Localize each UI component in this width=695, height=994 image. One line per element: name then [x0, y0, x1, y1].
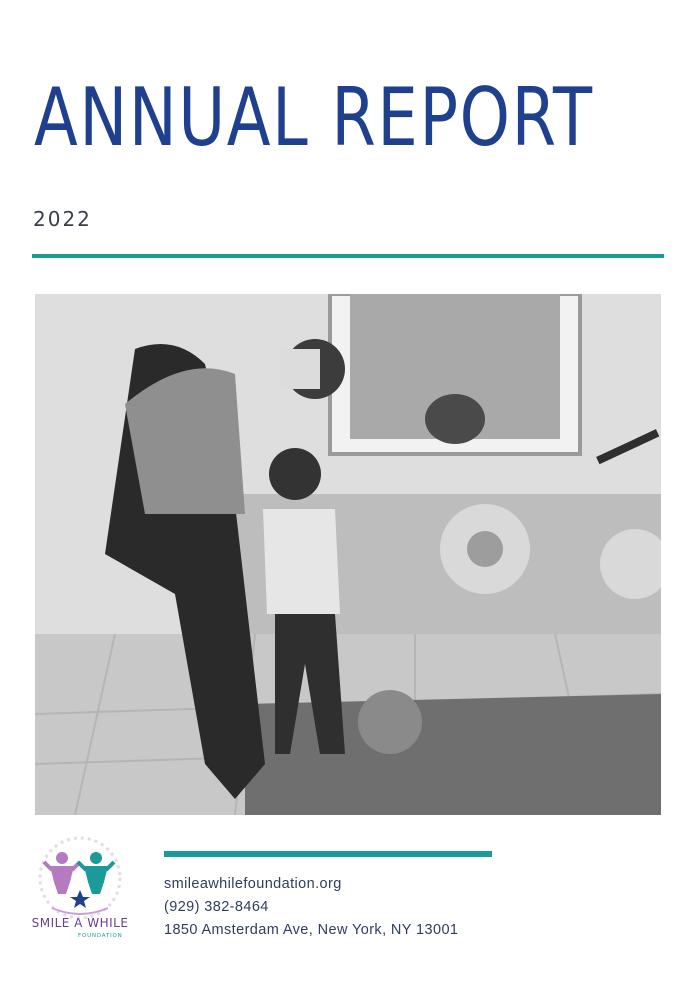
contact-block — [164, 873, 458, 942]
cover-photo — [35, 294, 661, 815]
header-divider — [32, 254, 664, 258]
report-year: 2022 — [33, 207, 92, 231]
logo-subtext: FOUNDATION — [78, 933, 123, 939]
street-address: 1850 Amsterdam Ave, New York, NY 13001 — [164, 922, 459, 938]
report-title: ANNUAL REPORT — [34, 71, 594, 164]
smile-a-while-logo — [30, 836, 130, 944]
footer-divider — [164, 851, 492, 857]
phone-number[interactable]: (929) 382-8464 — [164, 899, 269, 915]
website-link[interactable]: smileawhilefoundation.org — [164, 876, 342, 892]
logo-wordmark: SMILE A WHILE — [31, 916, 129, 930]
